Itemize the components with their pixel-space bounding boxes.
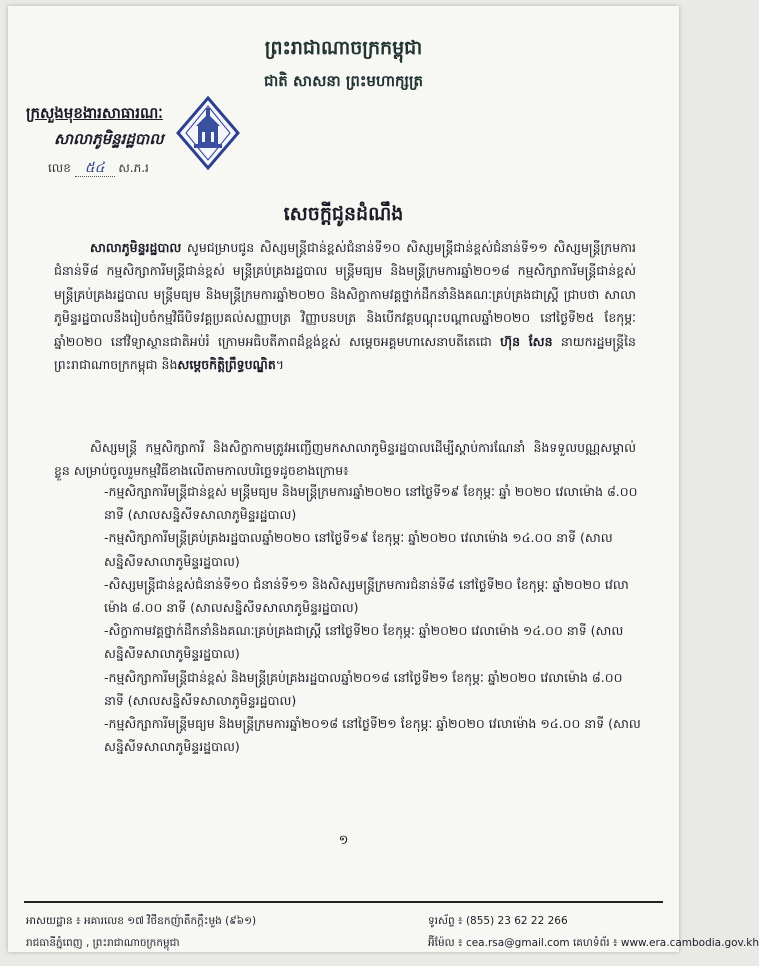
national-motto: ជាតិ សាសនា ព្រះមហាក្សត្រ [264, 72, 423, 90]
schedule-item: -សិស្សមន្ត្រីជាន់ខ្ពស់ជំនាន់ទី១០ ជំនាន់ទី១១ និងសិស្សមន្ត្រីក្រមការជំនាន់ទី៨ នៅថ្ងៃទី២០ ខែកុម្ភៈ ឆ្នាំ២០២០ វេលាម៉ោង ៨.០០ នាទី (សាលសន្និសីទសាលាភូមិន្ទរដ្ឋបាល) [104, 576, 629, 616]
paragraph-lead: សាលាភូមិន្ទរដ្ឋបាល [90, 240, 182, 255]
page-number: ១ [338, 833, 349, 848]
paragraph-end: ។ [275, 357, 284, 373]
footer-divider [24, 901, 663, 903]
school-emblem-icon [176, 96, 240, 170]
footer-email: អ៊ីម៉ែល ៖ cea.rsa@gmail.com គេហទំព័រ ៖ www.era.cambodia.gov.kh [428, 937, 759, 949]
schedule-item: -កម្មសិក្សាការីមន្ត្រីជាន់ខ្ពស់ មន្ត្រីមធ្យម និងមន្ត្រីក្រមការឆ្នាំ២០២០ នៅថ្ងៃទី១៩ ខែកុម្ភៈ ឆ្នាំ ២០២០ វេលាម៉ោង ៨.០០ នាទី (សាលសន្និសីទសាលាភូមិន្ទរដ្ឋបាល) [104, 484, 638, 523]
reference-suffix: ស.ភ.រ [118, 161, 149, 175]
reference-number: ៥៤ [75, 160, 115, 177]
schedule-item: -កម្មសិក្សាការីមន្ត្រីគ្រប់គ្រងរដ្ឋបាលឆ្នាំ២០២០ នៅថ្ងៃទី១៩ ខែកុម្ភៈ ឆ្នាំ២០២០ វេលាម៉ោង ១៤.០០ នាទី (សាលសន្និសីទសាលាភូមិន្ទរដ្ឋបាល) [104, 530, 613, 569]
schedule-list [104, 480, 644, 758]
document-title: សេចក្តីជូនដំណឹង [283, 203, 404, 225]
schedule-item: -កម្មសិក្សាការីមន្ត្រីជាន់ខ្ពស់ និងមន្ត្រីគ្រប់គ្រងរដ្ឋបាលឆ្នាំ២០១៨ នៅថ្ងៃទី២១ ខែកុម្ភៈ ឆ្នាំ២០២០ វេលាម៉ោង ៨.០០ នាទី (សាលសន្និសីទសាលាភូមិន្ទរដ្ឋបាល) [104, 669, 623, 708]
ministry-name: ក្រសួងមុខងារសាធារណៈ [26, 104, 163, 122]
footer-contact [428, 910, 759, 954]
paragraph-text-2: នាយករដ្ឋមន្ត្រីនៃព្រះរាជាណាចក្រកម្ពុជា និង [54, 333, 636, 373]
footer-address [26, 910, 256, 954]
address-line-1: អាសយដ្ឋាន ៖ អគារលេខ ១៧ វិថីឧកញ៉ាតឹកក្តឹះមួង (៩៦១) [26, 915, 257, 927]
footer-phone: ទូរស័ព្ទ ៖ (855) 23 62 22 266 [428, 915, 568, 927]
reference-label: លេខ [48, 161, 71, 175]
schedule-item: -កម្មសិក្សាការីមន្ត្រីមធ្យម និងមន្ត្រីក្រមការឆ្នាំ២០១៨ នៅថ្ងៃទី២១ ខែកុម្ភៈ ឆ្នាំ២០២០ វេលាម៉ោង ១៤.០០ នាទី (សាលសន្និសីទសាលាភូមិន្ទរដ្ឋបាល) [104, 716, 641, 755]
paragraph-instructions: សិស្សមន្ត្រី កម្មសិក្សាការី និងសិក្ខាកាមត្រូវអញ្ជើញមកសាលាភូមិន្ទរដ្ឋបាលដើម្បីស្តាប់ការណែនាំ និងទទួលបណ្ណសម្គាល់ខ្លួន សម្រាប់ចូលរួមកម្មវិធីខាងលើតាមកាលបរិច្ឆេទដូចខាងក្រោម៖ [54, 440, 636, 479]
address-line-2: រាជធានីភ្នំពេញ , ព្រះរាជាណាចក្រកម្ពុជា [26, 937, 180, 949]
document-page [8, 6, 759, 952]
honorary-title: សម្តេចកិត្តិព្រឹទ្ធបណ្ឌិត [177, 357, 276, 373]
paragraph-text: សូមជម្រាបជូន សិស្សមន្ត្រីជាន់ខ្ពស់ជំនាន់ទី១០ សិស្សមន្ត្រីជាន់ខ្ពស់ជំនាន់ទី១១ សិស្សមន្ត្រីក្រមការជំនាន់ទី៨ កម្មសិក្សាការីមន្ត្រីជាន់ខ្ពស់ មន្ត្រីគ្រប់គ្រងរដ្ឋបាល មន្ត្រីមធ្យម និងមន្ត្រីក្រមការឆ្នាំ២០១៨ កម្មសិក្សាការីមន្ត្រីជាន់ខ្ពស់ មន្ត្រីគ្រប់គ្រងរដ្ឋបាល មន្ត្រីមធ្យម និងមន្ត្រីក្រមការឆ្នាំ២០២០ និងសិក្ខាកាមវគ្គថ្នាក់ដឹកនាំនិងគណៈគ្រប់គ្រងជាស្ត្រី ជ្រាបថា សាលាភូមិន្ទរដ្ឋបាលនឹងរៀបចំកម្មវិធីបិទវគ្គប្រគល់សញ្ញាបត្រ វិញ្ញាបនបត្រ និងបើកវគ្គបណ្តុះបណ្តាលឆ្នាំ២០២០ នៅថ្ងៃទី២៥ ខែកុម្ភៈ ឆ្នាំ២០២០ នៅវិទ្យាស្ថានជាតិអប់រំ ក្រោមអធិបតីភាពដ៏ខ្ពង់ខ្ពស់ សម្តេចអគ្គមហាសេនាបតីតេជោ [54, 240, 636, 349]
school-name: សាលាភូមិន្ទរដ្ឋបាល [54, 130, 164, 148]
reference-line [48, 158, 149, 179]
schedule-item: -សិក្ខាកាមវគ្គថ្នាក់ដឹកនាំនិងគណៈគ្រប់គ្រងជាស្ត្រី នៅថ្ងៃទី២០ ខែកុម្ភៈ ឆ្នាំ២០២០ វេលាម៉ោង ១៤.០០ នាទី (សាលសន្និសីទសាលាភូមិន្ទរដ្ឋបាល) [104, 623, 624, 662]
kingdom-heading: ព្រះរាជាណាចក្រកម្ពុជា [264, 37, 423, 59]
paragraph-announcement [54, 236, 636, 376]
prime-minister-name: ហ៊ុន សែន [500, 333, 553, 349]
